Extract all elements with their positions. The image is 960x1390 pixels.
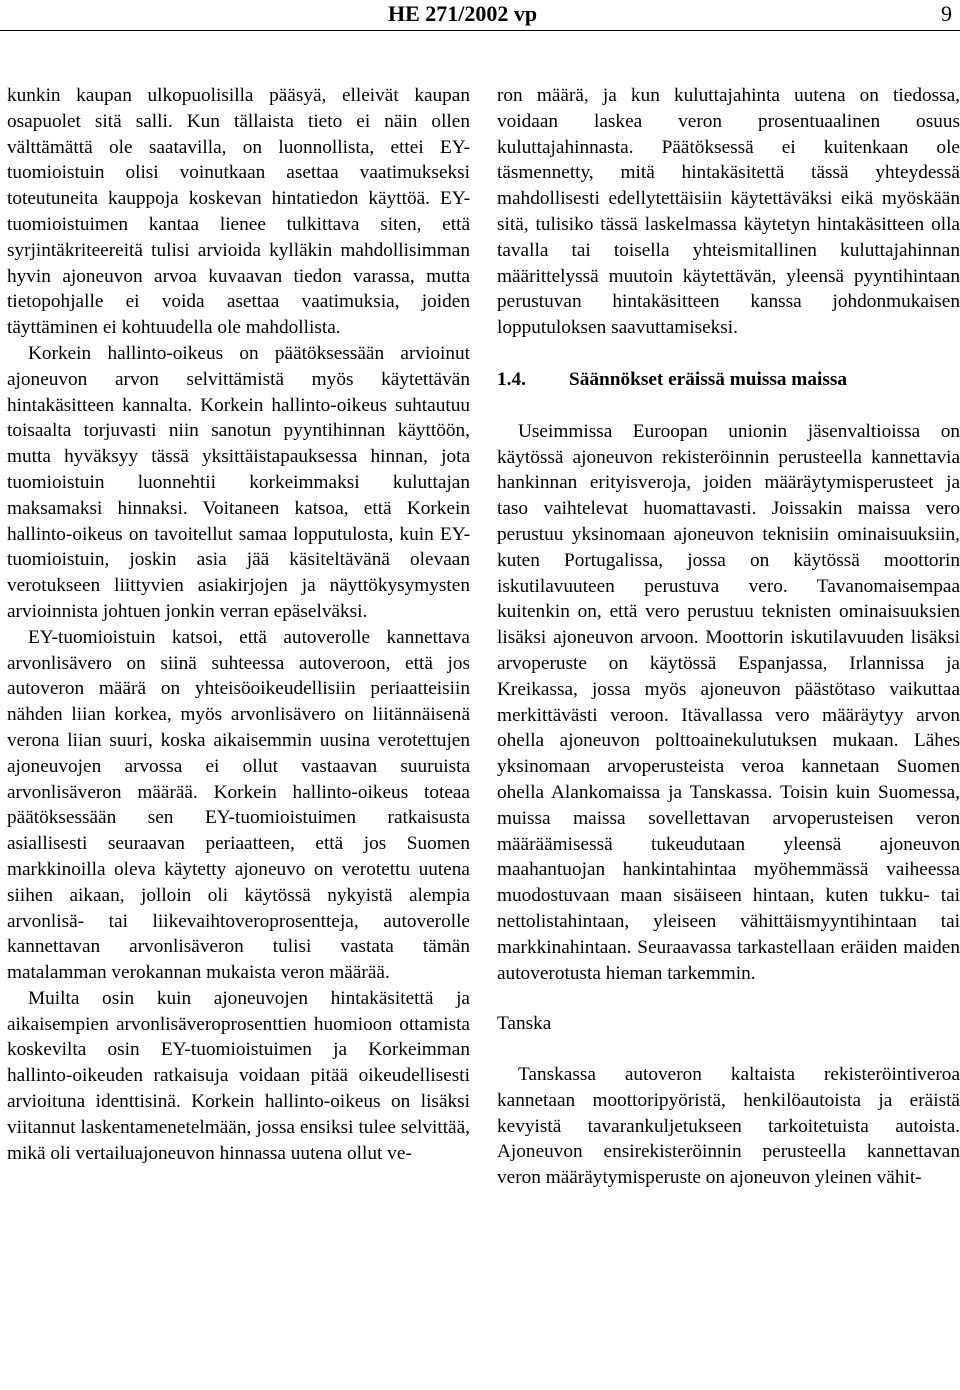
sub-heading: Tanska — [497, 1013, 552, 1035]
paragraph: Useimmissa Euroopan unionin jäsenvaltioissa on käytössä ajoneuvon rekisteröinnin perusteella kannettavia hankinnan erityisveroja, joiden määräytymisperusteet ja taso vaihtelevat huomattavasti. Joissakin maissa vero perustuu yksinomaan ajoneuvon teknisiin ominaisuuksiin, kuten Portugalissa, jossa on käytössä moottorin iskutilavuuteen perustuva vero. Tavanomaisempaa kuitenkin on, että vero perustuu teknisten ominaisuuksien lisäksi ajoneuvon arvoon. Moottorin iskutilavuuden lisäksi arvoperuste on käytössä Espanjassa, Irlannissa ja Kreikassa, jossa myös ajoneuvon päästötaso vaikuttaa merkittävästi veroon. Itävallassa vero määräytyy arvon ohella ajoneuvon polttoainekulutuksen mukaan. Lähes yksinomaan arvoperusteista veroa kannetaan Suomen ohella Alankomaissa ja Tanskassa. Toisin kuin Suomessa, muissa maissa sovellettavan arvoperusteisen veron määräämisessä tukeudutaan yleensä ajoneuvon maahantuojan hankintahintaa myöhemmässä vaiheessa muodostuvaan maan sisäiseen hintaan, kuten tukku- tai nettolistahintaan, yleiseen vähittäismyyntihintaan tai markkinahintaan. Seuraavassa tarkastellaan eräiden maiden autoverotusta hieman tarkemmin. — [497, 420, 960, 984]
page-number: 9 — [941, 1, 952, 26]
paragraph: ron määrä, ja kun kuluttajahinta uutena on tiedossa, voidaan laskea veron prosentuaalinen osuus kuluttajahinnasta. Päätöksessä ei kuitenkaan ole täsmennetty, mitä hintakäsitettä tässä yhteydessä mahdollisesti edellytettäisiin käytettäväksi eikä myöskään sitä, tulisiko tässä laskelmassa käytetyn hintakäsitteen olla tavalla tai toisella yhteismitallinen kuluttajahinnan määrittelyssä muutoin käytettävän, yleensä pyyntihintaan perustuvan hintakäsitteen kanssa johdonmukaisen lopputuloksen saavuttamiseksi. — [497, 85, 960, 339]
paragraph: Korkein hallinto-oikeus on päätöksessään arvioinut ajoneuvon arvon selvittämistä myös käytettävän hintakäsitteen kannalta. Korkein hallinto-oikeus suhtautuu toisaalta torjuvasti niin sanotun pyyntihinnan käyttöön, mutta hyväksyy tässä yksittäistapauksessa hinnan, jota tuomioistuin luonnehtii korkeimmaksi kuluttajan maksamaksi hinnaksi. Voitaneen katsoa, että Korkein hallinto-oikeus on tavoitellut samaa lopputulosta, kuin EY-tuomioistuin, joskin asia jää käsiteltävänä olevaan verotukseen liittyvien asiakirjojen ja näyttökysymysten arvioinnista johtuen jonkin verran epäselväksi. — [7, 342, 470, 622]
right-column — [497, 83, 960, 1191]
paragraph: Muilta osin kuin ajoneuvojen hintakäsitettä ja aikaisempien arvonlisäveroprosenttien huomioon ottamista koskevilta osin EY-tuomioistuimen ja Korkeimman hallinto-oikeuden ratkaisuja voidaan pitää oikeudellisesti arvioituna identtisinä. Korkein hallinto-oikeus on lisäksi viitannut laskentamenetelmään, jossa ensiksi tulee selvittää, mikä oli vertailuajoneuvon hinnassa uutena ollut ve- — [7, 987, 470, 1164]
left-column — [7, 83, 470, 1166]
document-identifier: HE 271/2002 vp — [388, 1, 538, 26]
page-header — [0, 0, 960, 28]
paragraph: Tanskassa autoveron kaltaista rekisteröintiveroa kannetaan moottoripyöristä, henkilöautoista ja eräistä kevyistä tavarankuljetukseen tarkoitetuista autoista. Ajoneuvon ensirekisteröinnin perusteella kannettavan veron määräytymisperuste on ajoneuvon yleinen vähit- — [497, 1064, 960, 1189]
section-heading — [497, 367, 960, 393]
section-title: Säännökset eräissä muissa maissa — [569, 368, 848, 390]
header-rule — [0, 30, 960, 31]
paragraph: EY-tuomioistuin katsoi, että autoverolle kannettava arvonlisävero on siinä suhteessa autoveroon, että jos autoveron määrä on yhteisöoikeudellisiin periaatteisiin nähden liian korkea, myös arvonlisävero on liitännäisenä verona liian suuri, koska aikaisemmin uusina verotettujen ajoneuvojen arvossa ei ollut vastaavan suuruista arvonlisäveron määrää. Korkein hallinto-oikeus toteaa päätöksessään sen EY-tuomioistuimen ratkaisusta asiallisesti seuraavan periaatteen, että jos Suomen markkinoilla oleva käytetty ajoneuvo on verotettu uutena siihen aikaan, jolloin oli käytössä nykyistä alempia arvonlisä- tai liikevaihtoveroprosentteja, autoverolle kannettavan arvonlisäveron tulisi vastata tämän matalamman verokannan mukaista veron määrää. — [7, 626, 470, 984]
paragraph: kunkin kaupan ulkopuolisilla pääsyä, elleivät kaupan osapuolet sitä salli. Kun tällaista tieto ei näin ollen välttämättä ole saatavilla, on luonnollista, ettei EY-tuomioistuin olisi voinutkaan asettaa vaatimukseksi toteutuneita kauppoja koskevan hintatiedon käyttöä. EY-tuomioistuimen kantaa lienee tulkittava siten, että syrjintäkriteereitä tulisi arvioida kylläkin mahdollisimman hyvin ajoneuvon arvoa kuvaavan tiedon varassa, mutta tietopohjalle ei voida asettaa vaatimuksia, joiden täyttäminen ei kohtuudella ole mahdollista. — [7, 85, 470, 339]
section-number: 1.4. — [497, 368, 526, 390]
